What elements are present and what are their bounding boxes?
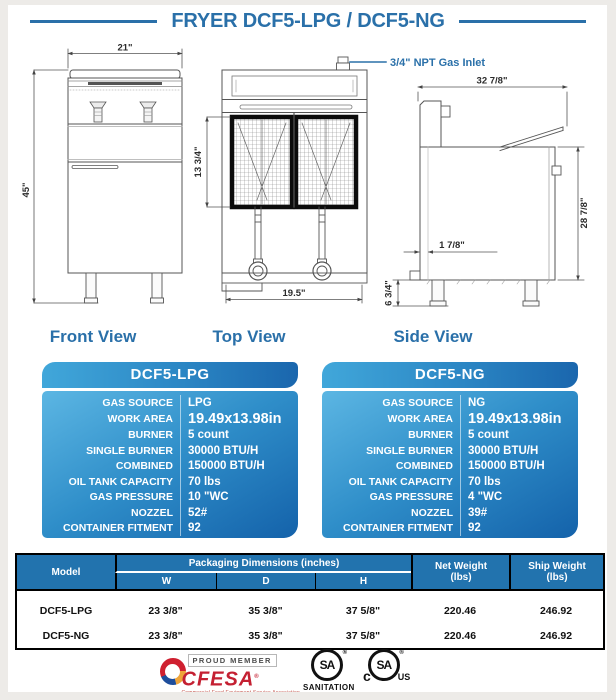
- technical-drawings: [0, 40, 616, 325]
- cfesa-logo: [160, 650, 300, 696]
- table-row-ng: [17, 623, 603, 648]
- spec-card-lpg-title: DCF5-LPG: [42, 362, 298, 388]
- spec-value: 150000 BTU/H: [468, 460, 545, 473]
- spec-label: OIL TANK CAPACITY: [322, 474, 461, 490]
- col-header-w: W: [115, 573, 216, 591]
- cell-ship: 246.92: [539, 629, 573, 642]
- side-view-drawing: [384, 76, 591, 307]
- spec-value: 52#: [188, 506, 208, 519]
- spec-label: COMBINED: [42, 459, 181, 475]
- spec-label: GAS PRESSURE: [42, 490, 181, 506]
- spec-value: NG: [468, 396, 486, 409]
- side-dim-depth: 32 7/8": [476, 75, 508, 87]
- csa-registered-mark: ®: [342, 650, 347, 656]
- spec-value: 4 "WC: [468, 491, 503, 504]
- page-margin-right: [607, 0, 616, 700]
- front-dim-width: 21": [117, 42, 133, 54]
- spec-label: WORK AREA: [42, 411, 181, 428]
- cell-w: 23 3/8": [148, 629, 183, 642]
- top-view-label: Top View: [212, 327, 286, 346]
- net-weight-line1: Net Weight: [435, 561, 488, 572]
- spec-label: CONTAINER FITMENT: [322, 521, 461, 537]
- spec-label: COMBINED: [322, 459, 461, 475]
- ship-weight-line1: Ship Weight: [528, 561, 586, 572]
- side-dim-inset: 1 7/8": [439, 240, 465, 251]
- col-header-ship-weight: [509, 555, 603, 591]
- spec-value: 5 count: [468, 429, 509, 442]
- spec-label: NOZZEL: [322, 505, 461, 521]
- spec-card-ng-title: DCF5-NG: [322, 362, 578, 388]
- page-title: FRYER DCF5-LPG / DCF5-NG: [171, 10, 445, 32]
- page-margin-left: [0, 0, 8, 700]
- table-row-lpg: [17, 591, 603, 623]
- cfesa-name-text: CFESA®: [181, 668, 260, 691]
- csa-sanitation-logo: [303, 649, 355, 692]
- spec-value: 70 lbs: [468, 475, 501, 488]
- spec-label: BURNER: [322, 428, 461, 444]
- side-view-label: Side View: [393, 327, 473, 346]
- col-header-model: Model: [17, 555, 115, 591]
- csa-registered-mark: ®: [399, 650, 404, 656]
- packaging-table: [15, 553, 605, 650]
- cell-h: 37 5/8": [345, 629, 381, 642]
- spec-card-lpg: [42, 362, 298, 538]
- ship-weight-line2: (lbs): [546, 572, 568, 583]
- spec-value: 92: [468, 522, 481, 535]
- spec-label: NOZZEL: [42, 505, 181, 521]
- csa-icon: [368, 649, 404, 681]
- spec-card-ng-body: [322, 391, 578, 538]
- spec-label: GAS SOURCE: [322, 395, 461, 411]
- col-header-h: H: [315, 573, 411, 591]
- csa-c-mark: c: [363, 668, 371, 684]
- cell-model: DCF5-NG: [42, 629, 90, 642]
- page-margin-top: [0, 0, 616, 5]
- spec-label: GAS SOURCE: [42, 395, 181, 411]
- title-bar: [0, 10, 616, 33]
- spec-label: SINGLE BURNER: [42, 443, 181, 459]
- title-rule-right: [459, 20, 586, 23]
- csa-sanitation-caption: SANITATION: [303, 683, 355, 692]
- spec-value: 150000 BTU/H: [188, 460, 265, 473]
- spec-card-ng: [322, 362, 578, 538]
- fryer-baskets: [232, 113, 356, 207]
- side-dim-leg: 6 3/4": [383, 280, 395, 306]
- gas-inlet-callout: 3/4" NPT Gas Inlet: [390, 57, 486, 69]
- cfesa-proud-member-text: PROUD MEMBER: [188, 654, 277, 667]
- spec-label: OIL TANK CAPACITY: [42, 474, 181, 490]
- spec-value: 19.49x13.98in: [188, 411, 282, 427]
- cell-h: 37 5/8": [345, 604, 381, 617]
- csa-us-mark: US: [397, 672, 411, 682]
- net-weight-line2: (lbs): [450, 572, 472, 583]
- csa-c-us-logo: [363, 649, 411, 684]
- cell-net: 220.46: [443, 604, 477, 617]
- side-dim-height: 28 7/8": [579, 197, 590, 229]
- spec-value: 19.49x13.98in: [468, 411, 562, 427]
- spec-value: 10 "WC: [188, 491, 229, 504]
- spec-value: 5 count: [188, 429, 229, 442]
- page-margin-bottom: [0, 692, 616, 700]
- spec-value: 30000 BTU/H: [468, 444, 539, 457]
- col-header-d: D: [216, 573, 315, 591]
- side-legs: [430, 280, 539, 306]
- front-dim-height: 45": [21, 182, 32, 198]
- front-view-label: Front View: [49, 327, 137, 346]
- spec-label: BURNER: [42, 428, 181, 444]
- top-dim-width: 19.5": [282, 288, 306, 299]
- csa-icon: [311, 649, 347, 681]
- top-dim-basket: 13 3/4": [193, 146, 204, 178]
- title-rule-left: [30, 20, 157, 23]
- spec-label: WORK AREA: [322, 411, 461, 428]
- csa-monogram: SA: [376, 658, 392, 672]
- spec-label: CONTAINER FITMENT: [42, 521, 181, 537]
- gas-inlet: [337, 57, 350, 70]
- cell-w: 23 3/8": [148, 604, 183, 617]
- front-view-drawing: [21, 43, 182, 304]
- spec-value: 70 lbs: [188, 475, 221, 488]
- cell-model: DCF5-LPG: [39, 604, 93, 617]
- spec-value: 39#: [468, 506, 488, 519]
- spec-value: 30000 BTU/H: [188, 444, 259, 457]
- front-legs: [85, 273, 164, 303]
- col-header-packaging: Packaging Dimensions (inches): [115, 555, 411, 573]
- spec-value: 92: [188, 522, 201, 535]
- spec-label: SINGLE BURNER: [322, 443, 461, 459]
- spec-label: GAS PRESSURE: [322, 490, 461, 506]
- cell-net: 220.46: [443, 629, 477, 642]
- csa-monogram: SA: [319, 658, 335, 672]
- gas-pipe-stub: [410, 271, 420, 280]
- spec-value: LPG: [188, 396, 212, 409]
- door-handle: [72, 166, 118, 169]
- certification-footer: [0, 646, 616, 692]
- spec-card-lpg-body: [42, 391, 298, 538]
- cell-d: 35 3/8": [248, 604, 283, 617]
- cell-d: 35 3/8": [248, 629, 283, 642]
- cell-ship: 246.92: [539, 604, 573, 617]
- col-header-net-weight: [411, 555, 509, 591]
